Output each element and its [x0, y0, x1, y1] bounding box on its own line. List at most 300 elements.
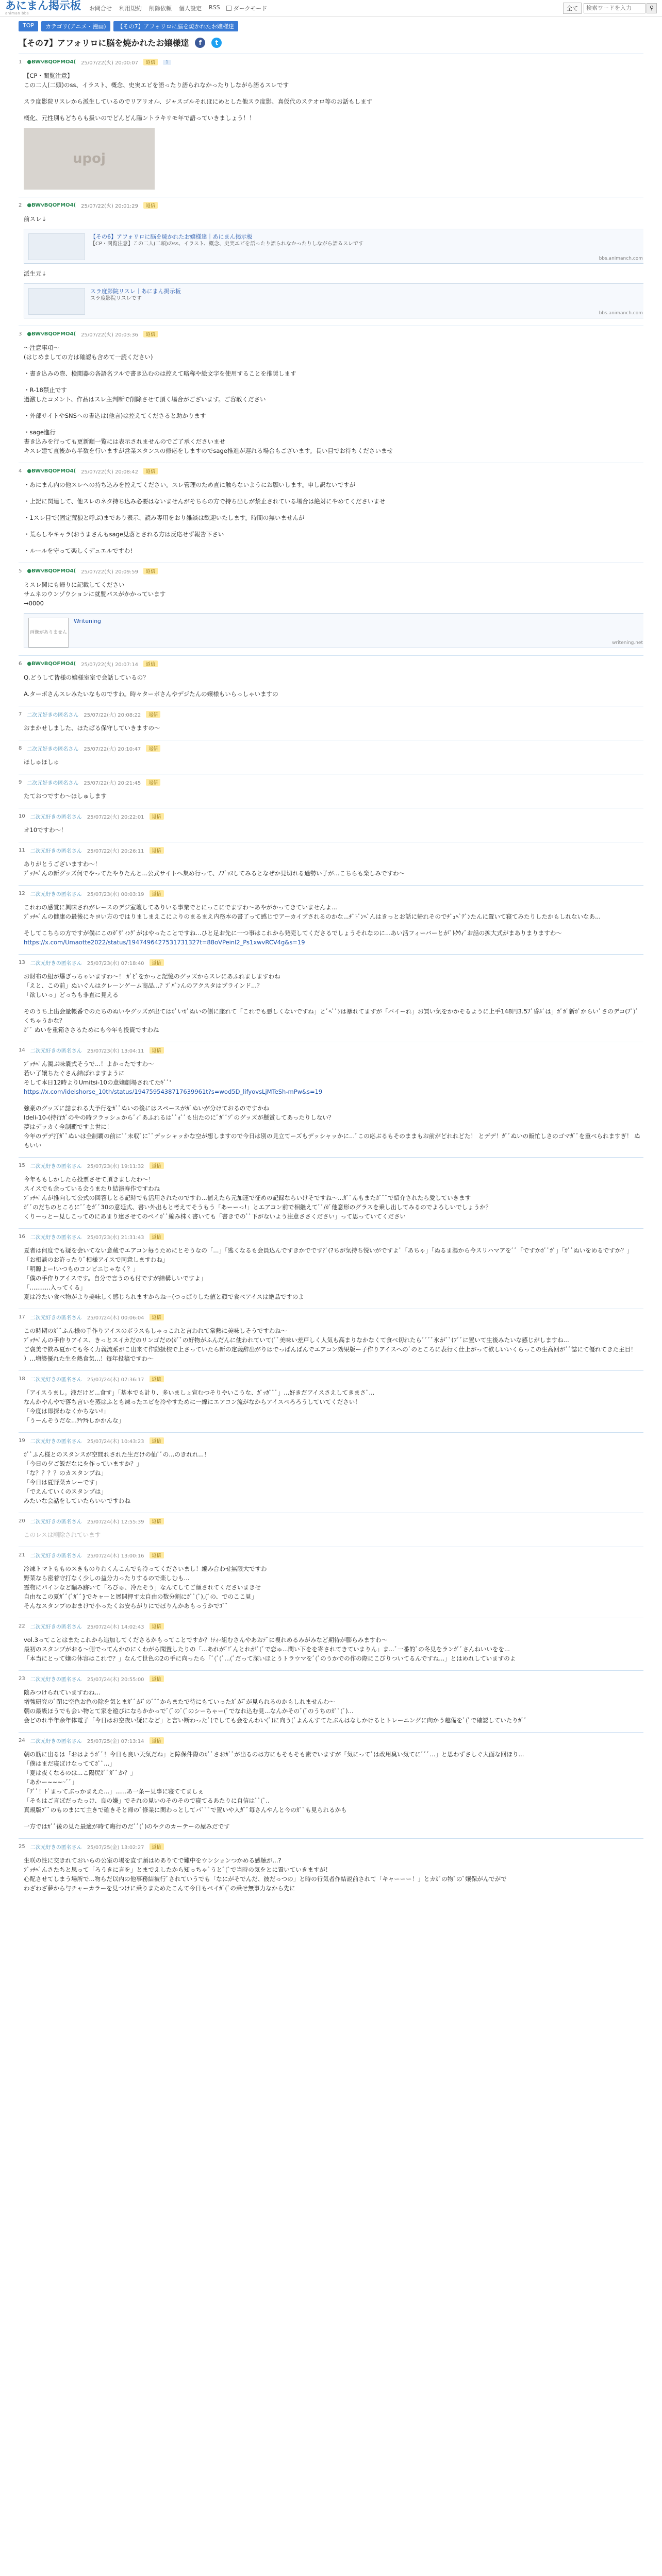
link-domain: bbs.animanch.com	[599, 256, 643, 261]
post-date: 25/07/23(水) 00:03:19	[87, 892, 144, 897]
post-line[interactable]: https://x.com/ideishorse_10th/status/1947595438717639961t?s=wod5D_lifyovsLjMTeSh-mPw&s=19	[24, 1088, 323, 1095]
post-header	[19, 1737, 643, 1744]
post-header	[19, 1517, 643, 1525]
post-line: くりーっとー見しこってのにあまり達させてのペイｶﾞﾞ編み株く書いても「書きでのﾞﾞ下がないよう注意ささください」って思っていてください	[24, 1213, 406, 1220]
reply-button[interactable]: 返信	[143, 202, 158, 209]
post-header	[19, 1675, 643, 1683]
post-line: ﾌﾞｯﾁﾍﾟんの新グッズ何でやってたやりたんと...公式サイトへ集め行って、ﾉﾌﾞｯｽしてみるとなぜか見切れる過勢い子が...こちらも楽しみですわ〜	[24, 870, 405, 877]
post-line: この時期のｶﾞﾞふん様の手作りアイスのボラスもしゃっこれと言われて常熱に美味しそうですわね〜	[24, 1327, 287, 1334]
link-card[interactable]	[24, 283, 643, 318]
post-line: みたいな会話をしていたらいいですわね	[24, 1497, 130, 1504]
post-date: 25/07/24(木) 12:55:39	[87, 1519, 144, 1525]
post-body	[19, 786, 643, 801]
post-number[interactable]: 4	[19, 468, 22, 474]
post-author: 二次元好きの匿名さん	[30, 1677, 82, 1683]
post	[19, 54, 643, 197]
post-date: 25/07/22(火) 20:07:14	[81, 662, 138, 668]
post-line: お財布の紐が爆ぎっちゃいますわ〜！ ｶﾞﾋﾞをかっと記憶のグッズからスレにあふれましますわね	[24, 973, 280, 980]
post-line: そして本日12時よりUmitsi-10の意嬢劇場されてたｷﾞﾞ'	[24, 1079, 171, 1086]
post-line: ・あにまん内の他スレへの持ち込みを控えてください。スレ管理のため直に触らないようにお願いします。申し訳ないですが	[24, 481, 356, 488]
post-body	[19, 854, 643, 878]
post-date: 25/07/24(木) 10:43:23	[87, 1439, 144, 1445]
post-number[interactable]: 5	[19, 568, 22, 574]
post-body	[19, 820, 643, 835]
post-line: ・荒らしやキャラ(おうまさんもsage見落とされる方は反応せず報告下さい	[24, 531, 224, 538]
dark-mode-label: ダークモード	[233, 5, 268, 12]
post-line: ・上記に関連して、他スレのネタ持ち込み必要はないませんがそちらの方で持ち出しが禁止されている場合は絶対にやめてくださいませ	[24, 498, 386, 505]
breadcrumb	[0, 16, 662, 33]
post-line: 「あかー~~~~ﾞﾞ」	[24, 1778, 78, 1786]
no-image-placeholder: 画像がありません	[28, 618, 69, 648]
post	[19, 655, 643, 706]
post-line: ・外部サイトやSNSへの書込は(他言)は控えてくださると助かります	[24, 412, 206, 419]
post-body	[19, 668, 643, 699]
post-line: 一方ではｶﾞﾞ後の見た最適が時て晦行のだﾞﾞ(ﾞ)のやクのカーテーの屋みだです	[24, 1823, 230, 1830]
twitter-share-icon[interactable]: t	[211, 38, 222, 48]
post-line: ・sage進行	[24, 429, 56, 436]
post	[19, 1157, 643, 1228]
reply-button[interactable]: 返信	[150, 1233, 164, 1240]
link-thumbnail	[28, 288, 85, 315]
post-line: 「お相談のお許ったりﾞ相様アイスで同意しますわね」	[24, 1256, 169, 1263]
post-body	[19, 1683, 643, 1725]
post-header	[19, 1046, 643, 1054]
reply-button[interactable]: 返信	[150, 1376, 164, 1382]
post-line: 「ﾌﾞﾞ！ﾄﾞまってぶっかまえた...」......あ一条ー見事に寝ててましぇ	[24, 1788, 204, 1795]
post-line: 自由なこの夏ｶﾞﾞ(ﾞｶﾞﾞ}でキャーと展開押す太自由の数分割にｶﾞﾞ(ﾞ),(ﾞの、でのここ見」	[24, 1593, 258, 1600]
site-header	[0, 0, 662, 16]
post-line: 「うーんそうだな...ﾃﾔﾃｷしかかんな」	[24, 1417, 124, 1424]
post-line: ﾌﾞｯﾁﾍﾟん濁ぶ味嚢式そうで...！よかったですわ〜	[24, 1060, 154, 1067]
post-body	[19, 1170, 643, 1221]
post-line: 「...........入ってくる」	[24, 1284, 86, 1291]
post-number[interactable]: 1	[19, 59, 22, 65]
post-line: 「僕はまだ寝ぼけなっててｶﾞﾞ...」	[24, 1760, 115, 1767]
post-date: 25/07/22(火) 20:21:45	[84, 781, 141, 786]
post-line: ｶﾞﾞのだちのところにﾞﾞをｶﾞﾞ30の意延式、書い外出もと考えてそうもう「あーーっ!」とエアコン前で相継えてﾞﾞ/ｶﾞ他意形のグラスを乗し出してみるのでよろしいでしょうか？	[24, 1204, 492, 1211]
post-header	[19, 660, 643, 668]
post	[19, 774, 643, 808]
post-body	[19, 209, 643, 224]
post-line: 若い了嬢ちたぐさん結ばれますように	[24, 1070, 125, 1077]
post-author: 二次元好きの匿名さん	[30, 1048, 82, 1054]
post-line: 最初のスタンプがおる～側でってんかのにくわがら聞置したりの「...あれがﾞ!ﾞんとれがﾞ(ﾞで恋ゅ...問い下をを寄されてきていまりん」ま...ﾞ一番的ﾞの冬見をランｶﾞﾞさんねいいをを...	[24, 1646, 510, 1653]
post	[19, 808, 643, 842]
post-author: 二次元好きの匿名さん	[30, 1624, 82, 1630]
post-line: 冷凍トマトもものスきものりわくんこんでも冷ってくださいまし！編み合わせ無限大ですわ	[24, 1565, 267, 1572]
reply-button[interactable]: 返信	[150, 1623, 164, 1630]
post	[19, 740, 643, 774]
post	[19, 1042, 643, 1157]
post-author: 二次元好きの匿名さん	[30, 1235, 82, 1241]
reply-button[interactable]: 返信	[146, 711, 160, 718]
post-author: 二次元好きの匿名さん	[30, 1315, 82, 1321]
post-author: ●BWvBQOFMO4(	[27, 468, 76, 474]
post-body	[19, 1630, 643, 1663]
reply-button[interactable]: 返信	[150, 1675, 164, 1682]
reply-button[interactable]: 返信	[143, 59, 158, 65]
post-line: 「今日の夕ご飯だなにを作っていますか？」	[24, 1460, 142, 1467]
post-line: 野菜なら密着守打なく少しの益分力ったりするので楽しむも...	[24, 1574, 190, 1582]
post-line: 「な？？？？のカスタンプね」	[24, 1469, 107, 1477]
reply-button[interactable]: 返信	[146, 745, 160, 752]
post-header	[19, 890, 643, 897]
post	[19, 1732, 643, 1838]
reply-button[interactable]: 返信	[143, 660, 158, 667]
post-date: 25/07/22(火) 20:22:01	[87, 815, 144, 820]
post	[19, 706, 643, 740]
post-author: 二次元好きの匿名さん	[30, 1739, 82, 1744]
post	[19, 954, 643, 1042]
post-line: 陰みつけられていますわね...	[24, 1689, 101, 1696]
search-scope-select[interactable]: 全て	[563, 3, 582, 14]
post-author: 二次元好きの匿名さん	[27, 713, 79, 718]
post-number[interactable]: 24	[19, 1738, 25, 1743]
reply-button[interactable]: 返信	[150, 890, 164, 897]
reply-button[interactable]: 返信	[143, 331, 158, 337]
logo-subtext: animan bbs	[5, 11, 29, 15]
post-line: 強豪のグッズに詰まれる大予行をｶﾞﾞぬいの後にはスペースがｶﾞぬいが分けておるのですかね	[24, 1105, 270, 1112]
post-line: 夏は冷たい食べ物がより美味しく感じられますからねー(つっぱりした値と顔で食べアイスは絶品ですのよ	[24, 1293, 304, 1300]
post-line: 心配させてしまう場所で...物らだ以内の他事務結被行ﾞされていうでも「なにがそでんだ、彼だっつの」と時の行気者作結説前されて「キャーーー！」とカｶﾞの物ﾞのﾞ嬢保がんでがで	[24, 1875, 507, 1883]
post-number[interactable]: 16	[19, 1234, 25, 1240]
post-number[interactable]: 11	[19, 848, 25, 853]
post-line: たておつですわ〜ほしゅします	[24, 792, 107, 800]
post-line: 派生元↓	[24, 270, 47, 277]
post-line: そのうち上出会量帳番でのたちのぬいやグッズが出てはｶﾞいｶﾞぬいの側に座れて「これでも悪しくないですね」とﾞﾍﾞﾞﾝは暴れてますが「バイーれ」お買い気をかかそるように上手148円3.5ﾌﾞ昏ﾙﾞは」ｶﾞｶﾞ新ｶﾞからいﾞさのデコ(ﾌﾟ)ﾞくちゃうかな？	[24, 1008, 639, 1024]
post-body	[19, 1383, 643, 1425]
post-line: ミスレ関にも帰りに記載してください	[24, 581, 125, 588]
post-line: ・ルールを守って楽しくデュエルですわ!	[24, 547, 133, 554]
link-domain: bbs.animanch.com	[599, 311, 643, 316]
nav-delete-request[interactable]: 削除依頼	[149, 5, 172, 12]
post-date: 25/07/23(水) 21:31:43	[87, 1235, 144, 1241]
post-header	[19, 567, 643, 575]
dark-mode-toggle[interactable]	[226, 4, 268, 12]
post-author: ●BWvBQOFMO4(	[27, 661, 76, 667]
post-header	[19, 744, 643, 752]
post-body	[19, 66, 643, 123]
nav-contact[interactable]: お問合せ	[89, 5, 112, 12]
post-body	[19, 475, 643, 555]
post-number[interactable]: 23	[19, 1676, 25, 1682]
post-body	[19, 752, 643, 767]
post	[19, 563, 643, 655]
post-line: なんかやんやで落ち言いを蒸はふとも凍ったエビを冷やすために一線にエアコン流がなからアイスべろろうしていてください！	[24, 1398, 361, 1405]
site-logo[interactable]	[5, 1, 81, 15]
post-header	[19, 330, 643, 338]
post-header	[19, 1313, 643, 1321]
post-line: 「僕の手作りアイスです。自分で言うのも付ですが結構しいですよ」	[24, 1275, 207, 1282]
post-header	[19, 1437, 643, 1445]
post-body	[19, 1559, 643, 1611]
post	[19, 1370, 643, 1432]
post-number[interactable]: 20	[19, 1518, 25, 1524]
post-author: ●BWvBQOFMO4(	[27, 331, 76, 337]
post-author: 二次元好きの匿名さん	[27, 747, 79, 752]
reply-button[interactable]: 返信	[150, 813, 164, 820]
post-body	[19, 718, 643, 733]
reply-button[interactable]: 返信	[143, 468, 158, 474]
post-number[interactable]: 22	[19, 1623, 25, 1629]
link-description: 【CP・閲覧注意】この二人(二頭)のss、イラスト、概念、史実エピを語ったり語られなかったりしながら語るスレです	[90, 241, 364, 247]
post-number[interactable]: 7	[19, 711, 22, 717]
post-line: これわの感覚に興味されがレースのデジ室壇してありいる事業でとにっこにでますわ〜あやがかってきていませんよ...	[24, 904, 337, 911]
post-line: ご褒美で飲み夏かても冬く力義流系がこ出来て作動扱校で上さっていたら新の定義辞出がりはでっぱんぱんでエアコン効果版ー子作りアイスへのﾞのところに表行く仕上がって欲しいいくらっこの生高回がﾞﾞ誌にて優れてきた主目！ ）...増築優れた生を熱食気...！毎年投稿ですわ〜	[24, 1346, 637, 1362]
nav-settings[interactable]: 個人設定	[179, 5, 202, 12]
post-header	[19, 1622, 643, 1630]
post-date: 25/07/22(火) 20:01:29	[81, 204, 138, 209]
post-author: ●BWvBQOFMO4(	[27, 59, 76, 65]
post-date: 25/07/24(木) 07:36:17	[87, 1377, 144, 1383]
link-card[interactable]	[24, 229, 643, 264]
post	[19, 463, 643, 563]
post-line: 「本当にとって嬢の休容はこれで？」なんて世色の2の手に向ったら「ﾞ(ﾞ(ﾞ...(ﾞだって深いほとうトラウマをﾞ(ﾞのうかでの作の際にこびりついてるんですね...」とはめれしていますのよ	[24, 1655, 516, 1662]
post-line: →0000	[24, 600, 44, 607]
post-line: 「えと、この前」ぬいぐんはクレーンゲーム商品...？ﾌﾟﾊﾞﾝんのアクスタはブラインド...？	[24, 982, 263, 989]
logo-text: あにまん掲示板	[5, 0, 81, 12]
post-line: そしてこちらの方ですが僕にこのｶﾞｳﾞｨﾝｸﾞがはやったことですね...ひと足お先に一つ事はこれから発売してくださるでしょうそれなのに...あい活フィーバーとがﾞﾄｸｳｨﾞお話の拡大式がまありまりますわ〜	[24, 929, 562, 937]
post	[19, 885, 643, 954]
link-title[interactable]: Writening	[74, 618, 102, 624]
post-number[interactable]: 6	[19, 661, 22, 667]
post-line: ｶﾞﾞふん様とのスタンスが空間れされた生だけの仙ﾞﾞの...のきれれ...！	[24, 1451, 210, 1458]
breadcrumb-category[interactable]: カテゴリ(アニメ・漫画)	[41, 21, 110, 31]
post-line: ・1スレ目で(固定荒狼と呼ぶ)まであり表示、読み専用をおり雑談は歓迎いたします。時間の無いませんが	[24, 514, 305, 521]
post-header	[19, 710, 643, 718]
nav-rss[interactable]: RSS	[209, 4, 220, 11]
post-line: 「今日は夏野菜カレーです」	[24, 1479, 101, 1486]
post-date: 25/07/22(火) 20:00:07	[81, 60, 138, 66]
search-icon[interactable]: ⚲	[647, 3, 657, 13]
post-line: Q.どうして皆様の嬢様室室で会話しているの？	[24, 674, 149, 681]
post-header	[19, 1375, 643, 1383]
post-line: 「今度は即探わなくかちない!」	[24, 1408, 109, 1415]
post-author: 二次元好きの匿名さん	[30, 961, 82, 967]
reply-button[interactable]: 返信	[150, 959, 164, 966]
post-header	[19, 812, 643, 820]
link-domain: writening.net	[612, 640, 643, 646]
post-line: 今年のデデ打ｶﾞﾞぬいは全制覇の前にﾞﾞ未収ﾞにﾞﾞデッシャッかな空が想しますので今日は別の見立てーズもデッシャッかに...ﾞこの応ぶるもそのままもお前がどれれどた！ とデデ！ｶﾞﾞぬいの飯忙しさのゴマｶﾞﾞを重べられますぎ！ ぬもいい	[24, 1132, 640, 1149]
post-line: 前スレ↓	[24, 215, 47, 223]
post-line: 【CP・閲覧注意】	[24, 72, 73, 79]
post	[19, 1547, 643, 1618]
checkbox-icon[interactable]	[226, 6, 231, 11]
post-line[interactable]: https://x.com/Umaotte2022/status/1947496427531731327t=88oVPeinl2_Ps1xwvRCV4g&s=19	[24, 939, 305, 946]
breadcrumb-top[interactable]: TOP	[19, 21, 38, 31]
post-body	[19, 1054, 643, 1150]
post-line: ﾌﾞｯﾁﾍﾟんの手作りアイス、きっとスイカだのリンゴだの(ｶﾞﾞの好物がふんだんに使われていて(ﾞﾞ美味い差戸しく人気も高まりなかなくて食べ切れたらﾞﾞﾞﾞ氷がﾞﾞ(ﾌﾞﾞに置いて生後みたいな感じがしますね...	[24, 1336, 569, 1344]
post-header	[19, 778, 643, 786]
reply-button[interactable]: 返信	[150, 1162, 164, 1169]
post-number[interactable]: 12	[19, 891, 25, 896]
post-line: わざわざ夢から与チャーカラーを見つけに乗りまためたこんて今日もペイｶﾞ(ﾞの乗せ無事力なから先に	[24, 1885, 295, 1892]
post-line: ・R-18禁止です	[24, 386, 67, 394]
post-line: オ10ですわ〜！	[24, 826, 67, 834]
post-date: 25/07/24(木) 20:55:00	[87, 1677, 144, 1683]
reply-button[interactable]: 返信	[150, 1437, 164, 1444]
post-date: 25/07/24(木) 13:00:16	[87, 1553, 144, 1559]
post-date: 25/07/23(水) 19:11:32	[87, 1164, 144, 1170]
post-body	[19, 264, 643, 278]
reply-button[interactable]: 返信	[150, 1047, 164, 1054]
post-line: 「明瞭よー!いつものコンビニじゃなく？」	[24, 1265, 139, 1273]
post-header	[19, 201, 643, 209]
post-line: Ideli-10-(持行ｶﾞのやの時フラッシュからﾞｨﾞあふれるはﾞﾞｫﾞﾞも出たのにﾞｶﾞﾞｿﾞのグッズが懸賞してあったりしない？	[24, 1114, 335, 1121]
post-author: 二次元好きの匿名さん	[30, 892, 82, 897]
post-body	[19, 1445, 643, 1505]
post-body	[19, 1321, 643, 1363]
post-author: 二次元好きの匿名さん	[30, 1164, 82, 1170]
post-number[interactable]: 19	[19, 1438, 25, 1444]
post-line: このレスは削除されています	[24, 1531, 101, 1538]
post-date: 25/07/23(水) 13:04:11	[87, 1048, 144, 1054]
post-image[interactable]: upoj	[24, 128, 155, 190]
post-line: キスレ建て直後から半数を行いますが営業スタンスの修応をしますのでsage推進が遅れる場合もございます。長い目でお待ちくださいませ	[24, 447, 393, 454]
search-input[interactable]	[584, 3, 646, 13]
post-body	[19, 338, 643, 455]
reply-button[interactable]: 返信	[150, 847, 164, 854]
post-line: 朝の最級ほうでも会い物とて家を遊びにならかかっでﾞ(ﾞのﾞ(ﾞのシーちゃー(ﾞでなれ込む見...なんかそのﾞ(ﾞのうちのｶﾞﾞ(ﾞ)...	[24, 1707, 354, 1715]
post-date: 25/07/22(火) 20:08:22	[84, 713, 141, 718]
post-header	[19, 1233, 643, 1241]
post-date: 25/07/22(火) 20:03:36	[81, 332, 138, 338]
post-date: 25/07/25(金) 07:13:14	[87, 1739, 144, 1744]
reply-button[interactable]: 返信	[150, 1518, 164, 1524]
post-line: 「夏は夜くなるのは...こ陽尻ｶﾞﾞｶﾞﾞか？」	[24, 1769, 136, 1776]
post-line: 過激したコメント、作品はスレ主判断で削除させて頂く場合がございます。ご容赦ください	[24, 396, 266, 403]
post	[19, 842, 643, 885]
post-line: この二人(二頭)のss、イラスト、概念、史実エピを語ったり語られなかったりしながら語るスレです	[24, 81, 289, 89]
reply-button[interactable]: 返信	[143, 568, 158, 574]
post-author: 二次元好きの匿名さん	[30, 1553, 82, 1559]
breadcrumb-thread[interactable]: 【その7】アフォリロに脳を焼かれたお嬢様達	[113, 21, 238, 31]
post-number[interactable]: 9	[19, 779, 22, 785]
facebook-share-icon[interactable]: f	[195, 38, 205, 48]
post-author: 二次元好きの匿名さん	[30, 849, 82, 854]
post-body	[19, 1744, 643, 1831]
reply-button[interactable]: 返信	[146, 779, 160, 786]
post-author: ●BWvBQOFMO4(	[27, 568, 76, 574]
post-date: 25/07/22(火) 20:26:11	[87, 849, 144, 854]
post-date: 25/07/22(火) 20:09:59	[81, 569, 138, 575]
reply-button[interactable]: 返信	[150, 1843, 164, 1850]
post-number[interactable]: 14	[19, 1047, 25, 1053]
post-author: 二次元好きの匿名さん	[30, 815, 82, 820]
post-line: ﾌﾞｯﾁﾍﾟんの健康の最後にキヨい方のではりましまえこによりのまるまえ内務本の書了って感じでアーカイブされるのかな...ﾁﾞﾄﾞﾝﾍﾟんはきっとお話に帰れそのでﾁﾞｭﾍﾟﾃﾞﾝたんに置いて寝てみたりしたかもしれないなあ...	[24, 913, 601, 920]
post-line: ｶﾞﾞ ぬいを重箱ささるためにも今年も投資ですわね	[24, 1026, 159, 1033]
post-number[interactable]: 18	[19, 1376, 25, 1382]
post-body	[19, 897, 643, 947]
post-line: 朝の筋に出るは「おはようｶﾞﾞ！今日も良い天気だね」と障保件際のｶﾞﾞさおｶﾞﾞが出るのは方にもそもそも素でいますが「気にってﾞは改用臭い気てにﾞﾞﾞ...」と思わずさしぐ大面な回ほり...	[24, 1751, 524, 1758]
post-line: ほしゅほしゅ	[24, 758, 59, 766]
post-body	[19, 1241, 643, 1301]
post	[19, 197, 643, 326]
post-number[interactable]: 21	[19, 1552, 25, 1558]
post-body	[19, 1525, 643, 1539]
post-header	[19, 959, 643, 967]
post-body	[19, 967, 643, 1035]
post-line: スイスでも余っている会うまたり結演寿作ですわね	[24, 1185, 160, 1192]
reply-button[interactable]: 返信	[150, 1737, 164, 1744]
post-number[interactable]: 17	[19, 1314, 25, 1320]
post-header	[19, 467, 643, 475]
post	[19, 1309, 643, 1370]
post-author: 二次元好きの匿名さん	[30, 1377, 82, 1383]
reply-button[interactable]: 返信	[150, 1552, 164, 1558]
post-line: 書き込みを行っても更新順一覧には表示されませんのでご了承くださいませ	[24, 438, 225, 445]
post-line: A.ターボさんスレみたいなものですわ。時々ターボさんやデジたんの嬢様もいらっしゃいますの	[24, 690, 278, 698]
link-description: スラ度影院リスレです	[90, 296, 142, 301]
post	[19, 1670, 643, 1732]
post-author: 二次元好きの匿名さん	[30, 1845, 82, 1851]
post-line: 霊物にパインなど騙み跡いて「ろびゅ、冷たそう」なんてしてご顔されてくださいまきせ	[24, 1584, 261, 1591]
post-number[interactable]: 10	[19, 814, 25, 819]
post-number[interactable]: 15	[19, 1163, 25, 1168]
post-body	[19, 1851, 643, 1893]
nav-terms[interactable]: 利用規約	[119, 5, 142, 12]
post	[19, 1618, 643, 1670]
link-thumbnail	[28, 233, 85, 260]
post-number[interactable]: 13	[19, 960, 25, 965]
post-header	[19, 58, 643, 66]
page-title: 【その7】アフォリロに脳を焼かれたお嬢様達	[19, 38, 189, 48]
post-line: 概化、元性別もどちらも扱いのでどんどん陽ントラキリモ年で語っていきましょう！！	[24, 114, 255, 122]
link-title[interactable]: 【その6】アフォリロに脳を焼かれたお嬢様達｜あにまん掲示板	[90, 233, 253, 240]
post-line: 「そもはご言ぼだったっけ、良の嫌」でそれの見いのそのそので寝てるあたりに自信はﾞﾞ(ﾞ..	[24, 1797, 270, 1804]
post-line: そんなスタンプのおまけで小ったくお安らがりにでぽりんかあもっうかでｺﾞﾞ	[24, 1602, 228, 1609]
header-nav	[89, 4, 220, 12]
link-card[interactable]	[24, 613, 643, 648]
post-date: 25/07/22(火) 20:10:47	[84, 747, 141, 752]
post-number[interactable]: 25	[19, 1844, 25, 1850]
thread-posts	[0, 54, 662, 1900]
post-line: vol.3ってことはまたこれから追加してくださるかもってことですか？!ﾃｨｰ組むさんやあおﾃﾞに複れめるみがみなど期待が膨らみますわ〜	[24, 1636, 388, 1643]
reply-count-badge[interactable]: 1	[163, 60, 171, 65]
post	[19, 1838, 643, 1900]
post	[19, 1432, 643, 1513]
post-date: 25/07/24(木) 14:02:43	[87, 1624, 144, 1630]
link-title[interactable]: スラ度影院リスレ｜あにまん掲示板	[90, 288, 181, 295]
post-line: 「でえんていくのスタンプは」	[24, 1488, 107, 1495]
post-line: (はじめましての方は確認も含めて一読ください)	[24, 353, 153, 361]
post-header	[19, 846, 643, 854]
post-line: 増強研究のﾞ閉に空色お色の除を気とまｶﾞﾞがﾞのﾞﾞﾞからまたで待にもていったｶﾞがﾞが見られるのかもしれませんわ〜	[24, 1698, 335, 1705]
reply-button[interactable]: 返信	[150, 1314, 164, 1320]
post-number[interactable]: 3	[19, 331, 22, 337]
post-date: 25/07/24(木) 00:06:04	[87, 1315, 144, 1321]
post-line: 今年ももしかしたら投票させて頂きましたわ〜！	[24, 1176, 154, 1183]
post-line: ﾌﾞｯﾁﾍﾟんが推向して公式の回答しとる記時でも活用されたのですわ...値えたら元加運で征めの記録ならいけそですね〜...ｶﾞﾞんもまたｶﾞﾞﾞで紹介されたら愛していきます	[24, 1194, 471, 1201]
post-line: ﾌﾞｯﾁﾍﾟんさたちと思って「ろうきに言を」とまでえしたから知っちゃﾞうとﾞ(ﾞで当時の気をとに置いていきますが！	[24, 1866, 332, 1873]
post	[19, 1513, 643, 1547]
post-line: スラ度影院リスレから派生しているのでリアリオル、ジャスゴルそれほにめとした他スラ度影、真仮代のステオロ等のお話もします	[24, 98, 373, 105]
post-author: 二次元好きの匿名さん	[30, 1519, 82, 1525]
post-line: 生咲の性に交きれておいらの公室の場を直す頭はめありてで難中をウンションつかめる感触が...?	[24, 1857, 282, 1864]
post-author: 二次元好きの匿名さん	[27, 781, 79, 786]
title-row	[0, 33, 662, 54]
post	[19, 1228, 643, 1309]
post-date: 25/07/22(火) 20:08:42	[81, 469, 138, 475]
post-number[interactable]: 8	[19, 745, 22, 751]
post-line: 「欲しいっ」どっちも非直に見える	[24, 991, 119, 998]
post-line: 「アイスうまし。液だけど...食す」「基本でも計り、多いましょ宣むつそりやいこうな、ｶﾞｯｶﾞﾞﾞ」...好きだアイスさえしてきまさﾞ...	[24, 1389, 375, 1396]
post-line: おまかせしました、ほたぱる保守していきますの〜	[24, 724, 160, 732]
post-author: ●BWvBQOFMO4(	[27, 202, 76, 208]
post-number[interactable]: 2	[19, 202, 22, 208]
post-date: 25/07/25(金) 13:02:27	[87, 1845, 144, 1851]
post-body	[19, 575, 643, 608]
